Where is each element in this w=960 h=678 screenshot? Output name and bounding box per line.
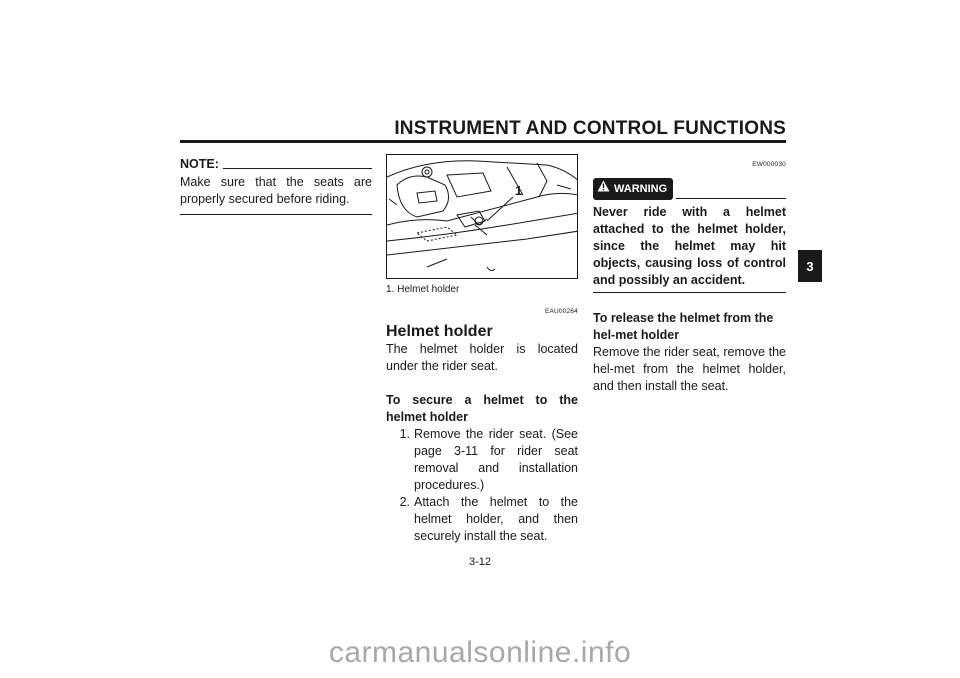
step-number: 2. bbox=[399, 495, 410, 509]
step-text: Remove the rider seat. (See page 3-11 for rider seat removal and installation procedures.) bbox=[414, 427, 578, 492]
warning-triangle-icon bbox=[597, 180, 610, 198]
warning-rule bbox=[676, 198, 786, 199]
helmet-holder-figure bbox=[386, 154, 578, 279]
figure-callout-number: 1 bbox=[515, 183, 523, 198]
warning-label: WARNING bbox=[614, 182, 668, 195]
section-code: EAU00264 bbox=[544, 308, 578, 315]
warning-code: EW000030 bbox=[752, 161, 786, 168]
warning-text: Never ride with a helmet attached to the helmet holder, since the helmet may hit objects, causing loss of control and possibly an accident. bbox=[593, 205, 786, 287]
note-end-rule bbox=[180, 214, 372, 215]
step-text: Attach the helmet to the helmet holder, and then securely install the seat. bbox=[414, 495, 578, 543]
step-number: 1. bbox=[399, 427, 410, 441]
watermark: carmanualsonline.info bbox=[328, 636, 632, 669]
header-rule bbox=[180, 140, 786, 143]
page-header-title: INSTRUMENT AND CONTROL FUNCTIONS bbox=[394, 118, 786, 139]
intro-text: The helmet holder is located under the rider seat. bbox=[386, 342, 578, 373]
release-text: Remove the rider seat, remove the hel-met from the helmet holder, and then install the seat. bbox=[593, 345, 786, 393]
helmet-holder-section bbox=[386, 154, 578, 545]
secure-steps-list bbox=[386, 426, 578, 545]
page-number: 3-12 bbox=[468, 556, 492, 568]
list-item bbox=[386, 494, 578, 545]
note-label: NOTE: bbox=[180, 157, 219, 171]
release-heading: To release the helmet from the hel-met holder bbox=[593, 311, 774, 342]
warning-section bbox=[593, 156, 786, 395]
section-title: Helmet holder bbox=[386, 323, 493, 340]
figure-caption: 1. Helmet holder bbox=[386, 284, 460, 295]
list-item bbox=[386, 426, 578, 494]
warning-end-rule bbox=[593, 292, 786, 293]
note-text: Make sure that the seats are properly secured before riding. bbox=[180, 175, 372, 206]
warning-badge bbox=[593, 178, 673, 200]
secure-heading: To secure a helmet to the helmet holder bbox=[386, 393, 578, 424]
note-rule bbox=[223, 168, 372, 169]
chapter-tab: 3 bbox=[798, 250, 822, 282]
note-box bbox=[180, 156, 372, 215]
helmet-holder-illustration bbox=[387, 155, 578, 279]
